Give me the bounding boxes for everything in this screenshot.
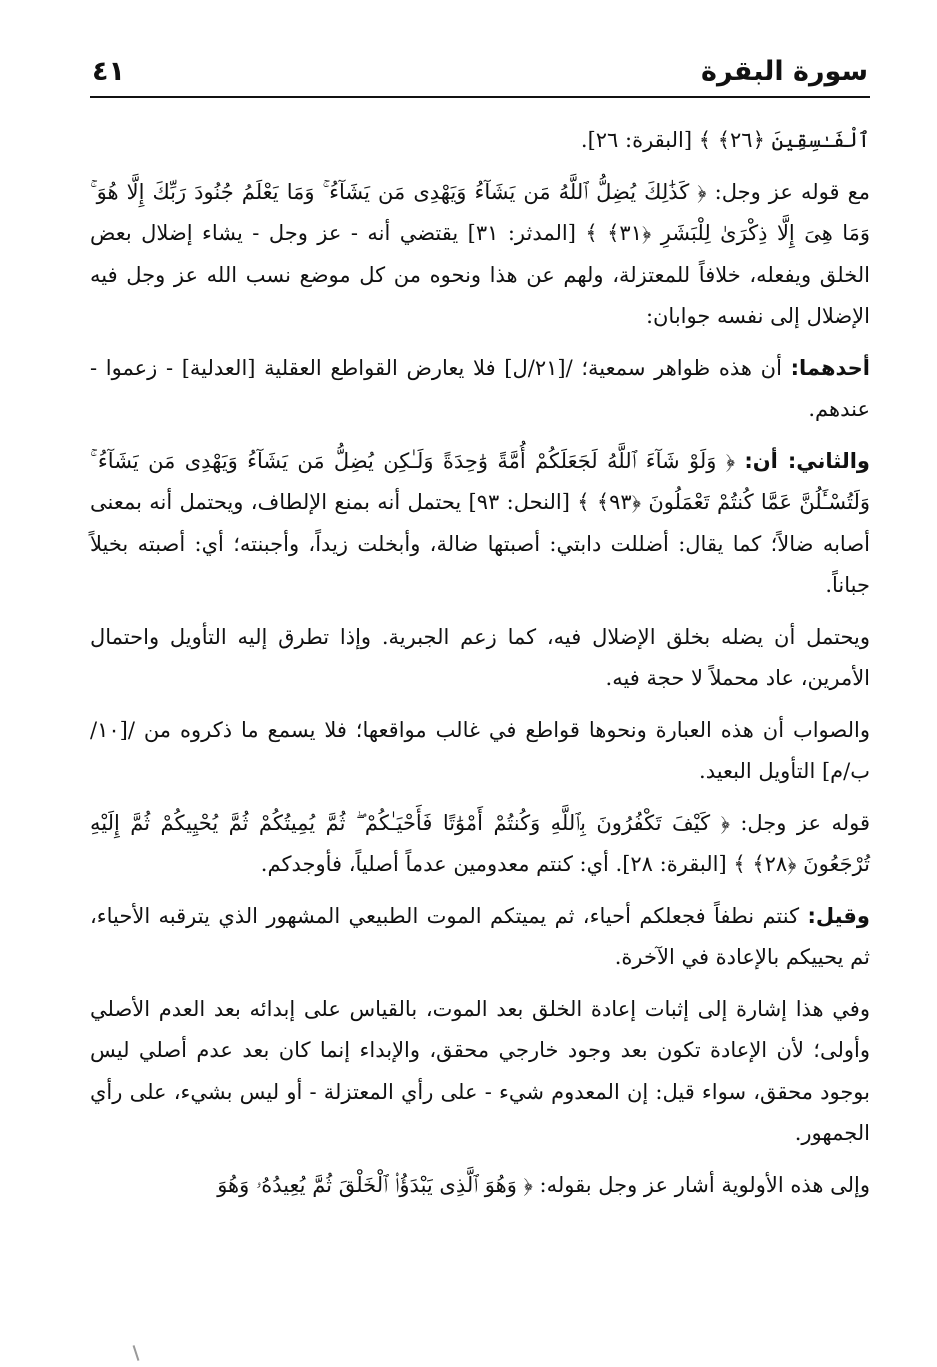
paragraph-text: أن هذه ظواهر سمعية؛ /[٢١/ل] فلا يعارض القواطع العقلية [العدلية] - زعموا - عندهم.: [90, 355, 870, 421]
paragraph: [90, 172, 870, 338]
paragraph: [90, 617, 870, 700]
paragraph-lead: والثاني: أن:: [744, 448, 870, 473]
paragraph-text: مع قوله عز وجل: ﴿ كَذَٰلِكَ يُضِلُّ ٱللَّهُ مَن يَشَآءُ وَيَهْدِى مَن يَشَآءُ ۚ وَمَا يَعْلَمُ جُنُودَ رَبِّكَ إِلَّا هُوَ ۚ وَمَا هِىَ إِلَّا ذِكْرَىٰ لِلْبَشَرِ ﴿٣١﴾ ﴾ [المدثر: ٣١] يقتضي أنه - عز وجل - يشاء إضلال بعض الخلق ويفعله، خلافاً للمعتزلة، ولهم عن هذا ونحوه من كل موضع نسب الله عز وجل فيه الإضلال إلى نفسه جوابان:: [90, 179, 870, 328]
page-header: [90, 48, 870, 98]
book-page: [90, 48, 870, 1348]
paragraph-text: والصواب أن هذه العبارة ونحوها قواطع في غالب مواقعها؛ فلا يسمع ما ذكروه من /[١٠/ ب/م] التأويل البعيد.: [90, 717, 870, 783]
paragraph: [90, 120, 870, 162]
page-number: ٤١: [92, 56, 125, 87]
page-body: [90, 98, 870, 1206]
paragraph: [90, 803, 870, 886]
paragraph-text: ﴿ وَلَوْ شَآءَ ٱللَّهُ لَجَعَلَكُمْ أُمَّةً وَٰحِدَةً وَلَـٰكِن يُضِلُّ مَن يَشَآءُ وَيَهْدِى مَن يَشَآءُ ۚ وَلَتُسْـَٔلُنَّ عَمَّا كُنتُمْ تَعْمَلُونَ ﴿٩٣﴾ ﴾ [النحل: ٩٣] يحتمل أنه بمنع الإلطاف، ويحتمل أنه بمعنى أصابه ضالاً؛ كما يقال: أضللت دابتي: أصبتها ضالة، وأبخلت زيداً، وأجبنته؛ أي: أصبته بخيلاً جباناً.: [90, 448, 871, 597]
paragraph-lead: وقيل:: [807, 903, 870, 928]
paragraph-text: ٱلْفَـٰسِقِينَ ﴿٢٦﴾ ﴾ [البقرة: ٢٦].: [580, 128, 870, 152]
paragraph-lead: أحدهما:: [790, 355, 870, 380]
paragraph-text: ويحتمل أن يضله بخلق الإضلال فيه، كما زعم الجبرية. وإذا تطرق إليه التأويل واحتمال الأمرين، عاد محملاً لا حجة فيه.: [90, 624, 870, 690]
paragraph: [90, 989, 870, 1155]
paragraph: [90, 710, 870, 793]
paragraph-text: قوله عز وجل: ﴿ كَيْفَ تَكْفُرُونَ بِٱللَّهِ وَكُنتُمْ أَمْوَٰتًا فَأَحْيَـٰكُمْ ۖ ثُمَّ يُمِيتُكُمْ ثُمَّ يُحْيِيكُمْ ثُمَّ إِلَيْهِ تُرْجَعُونَ ﴿٢٨﴾ ﴾ [البقرة: ٢٨]. أي: كنتم معدومين عدماً أصلياً، فأوجدكم.: [90, 810, 870, 876]
surah-title: سورة البقرة: [701, 56, 868, 87]
paragraph: [90, 896, 870, 979]
paragraph-text: كنتم نطفاً فجعلكم أحياء، ثم يميتكم الموت الطبيعي المشهور الذي يترقبه الأحياء، ثم يحييكم بالإعادة في الآخرة.: [90, 903, 870, 969]
paragraph-text: وإلى هذه الأولوية أشار عز وجل بقوله: ﴿ وَهُوَ ٱلَّذِى يَبْدَؤُا۟ ٱلْخَلْقَ ثُمَّ يُعِيدُهُۥ وَهُوَ: [217, 1172, 870, 1197]
paragraph: [90, 348, 870, 431]
paragraph-text: وفي هذا إشارة إلى إثبات إعادة الخلق بعد الموت، بالقياس على إبدائه بعد العدم الأصلي وأولى؛ لأن الإعادة تكون بعد وجود خارجي محقق، والإبداء إنما كان بعد عدم أصلي ليس بوجود محقق، سواء قيل: إن المعدوم شيء - على رأي المعتزلة - أو ليس بشيء، على رأي الجمهور.: [90, 996, 870, 1145]
paragraph: [90, 1165, 870, 1207]
paragraph: [90, 441, 870, 607]
